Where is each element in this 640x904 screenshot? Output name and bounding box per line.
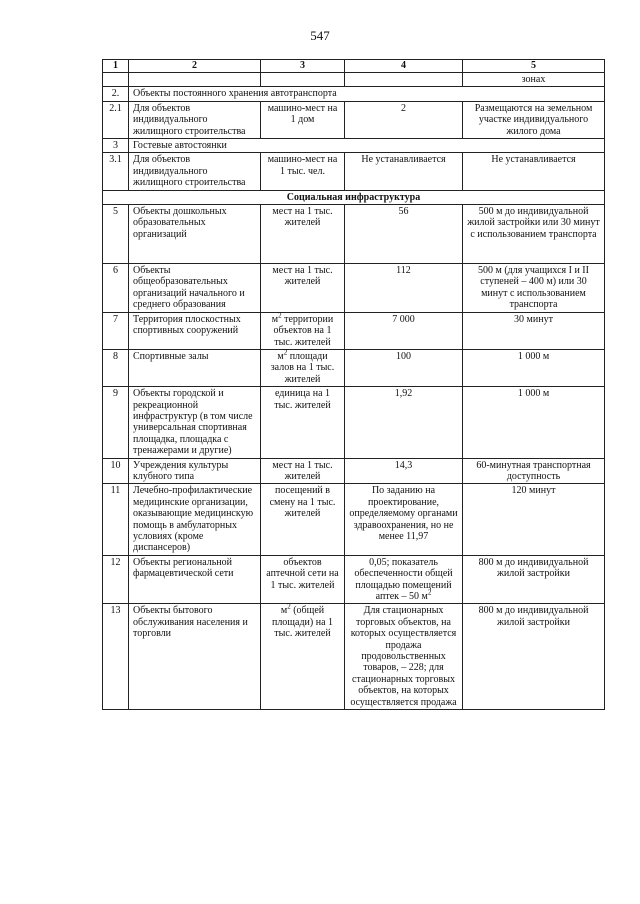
row-number: 6	[103, 264, 129, 313]
access-cell: 500 м (для учащихся I и II ступеней – 400 м) или 30 минут с использованием транспорта	[463, 264, 605, 313]
access-cell: 60-минутная транспортная доступность	[463, 458, 605, 484]
page-number: 547	[310, 28, 330, 43]
unit-superscript: 2	[283, 348, 288, 357]
unit-cell	[261, 604, 345, 710]
unit-text: площади залов на 1 тыс. жителей	[270, 350, 335, 385]
unit-prefix: м	[277, 350, 284, 362]
object-name: Объекты городской и рекреационной инфраструктур (в том числе универсальная спортивная площадка, площадка с тренажерами и другие)	[129, 387, 261, 458]
unit-superscript: 2	[287, 603, 291, 612]
unit-cell: объектов аптечной сети на 1 тыс. жителей	[261, 555, 345, 604]
access-cell: Не устанавливается	[463, 153, 605, 190]
header-cell: 4	[345, 60, 463, 73]
unit-cell: мест на 1 тыс. жителей	[261, 205, 345, 264]
row-number: 2.1	[103, 101, 129, 138]
table-row	[103, 387, 605, 458]
value-cell: 56	[345, 205, 463, 264]
object-name: Объекты региональной фармацевтической сети	[129, 555, 261, 604]
table-row	[103, 555, 605, 604]
row-number: 13	[103, 604, 129, 710]
object-name: Лечебно-профилактические медицинские организации, оказывающие медицинскую помощь в амбулаторных условиях (кроме диспансеров)	[129, 484, 261, 555]
header-cell: 1	[103, 60, 129, 73]
unit-text: (общей площади) на 1 тыс. жителей	[271, 605, 334, 640]
row-number: 12	[103, 555, 129, 604]
access-cell: Размещаются на земельном участке индивидуального жилого дома	[463, 101, 605, 138]
empty-cell	[129, 73, 261, 87]
value-cell: По заданию на проектирование, определяемому органами здравоохранения, но не менее 11,97	[345, 484, 463, 555]
table-row	[103, 101, 605, 138]
value-cell: Для стационарных торговых объектов, на которых осуществляется продажа продовольственных товаров, – 228; для стационарных торговых объектов, на которых осуществляется продажа	[345, 604, 463, 710]
empty-cell	[345, 73, 463, 87]
empty-cell	[261, 73, 345, 87]
row-number: 10	[103, 458, 129, 484]
unit-prefix: м	[271, 313, 279, 325]
unit-cell: машино-мест на 1 тыс. чел.	[261, 153, 345, 190]
row-number: 7	[103, 312, 129, 349]
unit-cell	[261, 312, 345, 349]
table-row	[103, 205, 605, 264]
object-name: Для объектов индивидуального жилищного строительства	[129, 101, 261, 138]
unit-cell	[261, 349, 345, 386]
value-text: 0,05; показатель обеспеченности общей площадью помещений аптек – 50 м	[354, 556, 453, 603]
group-title: Объекты постоянного хранения автотранспорта	[129, 87, 605, 101]
value-cell: 100	[345, 349, 463, 386]
object-name: Территория плоскостных спортивных сооружений	[129, 312, 261, 349]
section-row	[103, 190, 605, 204]
value-cell: 2	[345, 101, 463, 138]
header-cell: 2	[129, 60, 261, 73]
group-row	[103, 139, 605, 153]
group-title: Гостевые автостоянки	[129, 139, 605, 153]
table-row	[103, 153, 605, 190]
table-row	[103, 458, 605, 484]
object-name: Для объектов индивидуального жилищного строительства	[129, 153, 261, 190]
value-superscript: 2	[427, 588, 432, 597]
object-name: Учреждения культуры клубного типа	[129, 458, 261, 484]
unit-text: территории объектов на 1 тыс. жителей	[273, 313, 334, 348]
unit-cell: посещений в смену на 1 тыс. жителей	[261, 484, 345, 555]
continuation-text: зонах	[463, 73, 605, 87]
object-name: Объекты бытового обслуживания населения и торговли	[129, 604, 261, 710]
unit-cell: единица на 1 тыс. жителей	[261, 387, 345, 458]
access-cell: 800 м до индивидуальной жилой застройки	[463, 604, 605, 710]
value-cell: Не устанавливается	[345, 153, 463, 190]
table-row	[103, 604, 605, 710]
header-row	[103, 60, 605, 73]
row-number: 3.1	[103, 153, 129, 190]
table-row	[103, 312, 605, 349]
row-number: 5	[103, 205, 129, 264]
norms-table	[102, 59, 605, 710]
object-name: Объекты дошкольных образовательных организаций	[129, 205, 261, 264]
header-cell: 5	[463, 60, 605, 73]
section-title: Социальная инфраструктура	[103, 190, 605, 204]
table-row	[103, 264, 605, 313]
row-number: 8	[103, 349, 129, 386]
unit-cell: мест на 1 тыс. жителей	[261, 264, 345, 313]
value-cell: 112	[345, 264, 463, 313]
header-cell: 3	[261, 60, 345, 73]
access-cell: 800 м до индивидуальной жилой застройки	[463, 555, 605, 604]
access-cell: 30 минут	[463, 312, 605, 349]
value-cell	[345, 555, 463, 604]
value-cell: 7 000	[345, 312, 463, 349]
access-cell: 500 м до индивидуальной жилой застройки или 30 минут с использованием транспорта	[463, 205, 605, 264]
row-number: 9	[103, 387, 129, 458]
unit-superscript: 2	[278, 311, 282, 320]
table-row	[103, 349, 605, 386]
access-cell: 120 минут	[463, 484, 605, 555]
value-cell: 14,3	[345, 458, 463, 484]
row-number: 3	[103, 139, 129, 153]
unit-prefix: м	[280, 605, 288, 617]
access-cell: 1 000 м	[463, 349, 605, 386]
row-number: 2.	[103, 87, 129, 101]
group-row	[103, 87, 605, 101]
table-row	[103, 484, 605, 555]
value-cell: 1,92	[345, 387, 463, 458]
access-cell: 1 000 м	[463, 387, 605, 458]
object-name: Спортивные залы	[129, 349, 261, 386]
empty-cell	[103, 73, 129, 87]
row-number: 11	[103, 484, 129, 555]
continuation-row	[103, 73, 605, 87]
unit-cell: машино-мест на 1 дом	[261, 101, 345, 138]
object-name: Объекты общеобразовательных организаций начального и среднего образования	[129, 264, 261, 313]
unit-cell: мест на 1 тыс. жителей	[261, 458, 345, 484]
